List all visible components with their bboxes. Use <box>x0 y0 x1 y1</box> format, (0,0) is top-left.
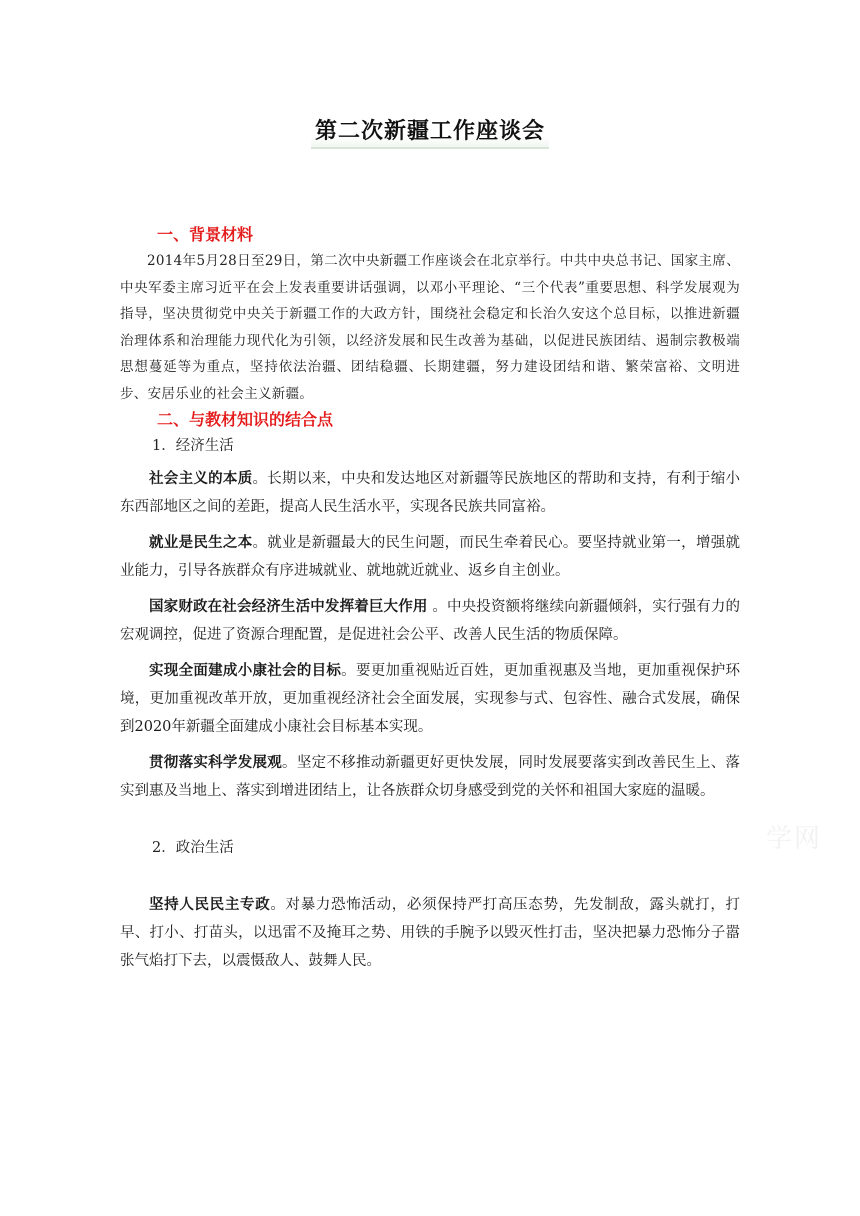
page-title: 第二次新疆工作座谈会 <box>311 112 549 149</box>
subheading-economic-life: 1．经济生活 <box>152 438 234 454</box>
point-keyword: 国家财政在社会经济生活中发挥着巨大作用 <box>149 599 428 615</box>
point-text: 。就业是新疆最大的民生问题，而民生牵着民心。要坚持就业第一，增强就业能力，引导各族群众有序进城就业、就地就近就业、返乡自主创业。 <box>120 535 741 579</box>
section-heading-background: 一、背景材料 <box>157 225 254 244</box>
point-keyword: 社会主义的本质 <box>149 471 253 487</box>
point-text: 。要更加重视贴近百姓，更加重视惠及当地，更加重视保护环境，更加重视改革开放，更加重视经济社会全面发展，实现参与式、包容性、融合式发展，确保到2020年新疆全面建成小康社会目标基本实现。 <box>120 663 741 735</box>
title-wrap <box>0 112 860 149</box>
point-text: 。对暴力恐怖活动，必须保持严打高压态势，先发制敌，露头就打，打早、打小、打苗头，以迅雷不及掩耳之势、用铁的手腕予以毁灭性打击，坚决把暴力恐怖分子嚣张气焰打下去，以震慑敌人、鼓舞人民。 <box>120 897 741 969</box>
point-paragraph <box>120 891 740 975</box>
point-paragraph <box>120 657 740 741</box>
subheading-political-life: 2．政治生活 <box>152 840 234 856</box>
section-heading-textbook: 二、与教材知识的结合点 <box>157 410 334 429</box>
point-keyword: 就业是民生之本 <box>149 535 253 551</box>
point-paragraph <box>120 529 740 585</box>
point-keyword: 实现全面建成小康社会的目标 <box>149 663 342 679</box>
background-paragraph: 2014年5月28日至29日，第二次中央新疆工作座谈会在北京举行。中共中央总书记、国家主席、中央军委主席习近平在会上发表重要讲话强调，以邓小平理论、“三个代表”重要思想、科学发展观为指导，坚决贯彻党中央关于新疆工作的大政方针，围绕社会稳定和长治久安这个总目标，以推进新疆治理体系和治理能力现代化为引领，以经济发展和民生改善为基础，以促进民族团结、遏制宗教极端思想蔓延等为重点，坚持依法治疆、团结稳疆、长期建疆，努力建设团结和谐、繁荣富裕、文明进步、安居乐业的社会主义新疆。 <box>120 253 740 402</box>
point-paragraph <box>120 749 740 805</box>
point-keyword: 坚持人民民主专政 <box>149 897 271 913</box>
point-paragraph <box>120 593 740 649</box>
point-text: 。长期以来，中央和发达地区对新疆等民族地区的帮助和支持，有利于缩小东西部地区之间的差距，提高人民生活水平，实现各民族共同富裕。 <box>120 471 741 515</box>
point-text: 。中央投资额将继续向新疆倾斜，实行强有力的宏观调控，促进了资源合理配置，是促进社会公平、改善人民生活的物质保障。 <box>120 599 741 643</box>
point-text: 。坚定不移推动新疆更好更快发展，同时发展要落实到改善民生上、落实到惠及当地上、落实到增进团结上，让各族群众切身感受到党的关怀和祖国大家庭的温暖。 <box>120 755 741 799</box>
document-body <box>120 222 740 975</box>
point-keyword: 贯彻落实科学发展观 <box>149 755 283 771</box>
point-paragraph <box>120 465 740 521</box>
watermark: 学网 <box>765 824 822 854</box>
